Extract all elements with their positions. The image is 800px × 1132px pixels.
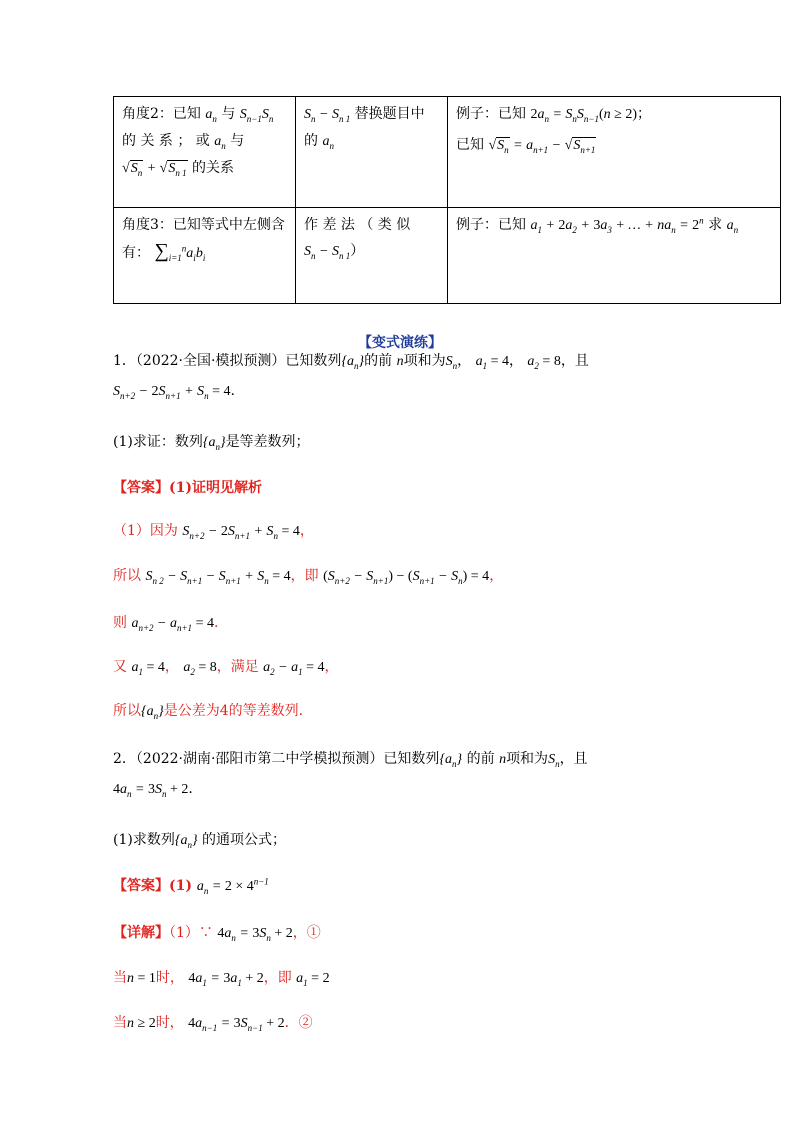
problem1-answer: 【答案】(1)证明见解析: [113, 480, 262, 496]
table-row: [114, 97, 781, 208]
problem1-step2: 所以 $S_{n 2} - S_{n+1} - S_{n+1} + S_n = 4$，即 $(S_{n+2} - S_{n+1}) - (S_{n+1} - S_n) = 4$，: [113, 568, 504, 586]
problem1-stem: 1．（2022·全国·模拟预测）已知数列$\{a_n\}$的前 n项和为$S_n$， $a_1 = 4$， $a_2 = 8$，且: [113, 353, 589, 371]
table-cell: 角度2：已知 $a_n$ 与 $S_{n-1}S_n$ 的 关 系 ； 或 $a_n$ 与 $√S_n + √S_{n 1}$ 的关系: [114, 97, 296, 208]
problem2-detail3: 当n ≥ 2时， $4a_{n-1} = 3S_{n-1} + 2$．②: [113, 1015, 313, 1033]
table-cell: 作 差 法 （ 类 似 $S_n - S_{n 1}$）: [296, 208, 448, 304]
table-cell: 角度3：已知等式中左侧含 有： $\sum_{i=1}^na_ib_i$: [114, 208, 296, 304]
problem1-condition: $S_{n+2} - 2S_{n+1} + S_n = 4$.: [113, 383, 235, 401]
problem1-step3: 则 $a_{n+2} - a_{n+1} = 4$.: [113, 615, 219, 633]
problem2-stem: 2．（2022·湖南·邵阳市第二中学模拟预测）已知数列$\{a_n\}$ 的前 n项和为$S_n$，且: [113, 751, 588, 769]
problem1-step5: 所以$\{a_n\}$是公差为4的等差数列.: [113, 703, 304, 721]
problem1-step1: （1）因为 $S_{n+2} - 2S_{n+1} + S_n = 4$，: [113, 523, 314, 541]
table-cell: 例子：已知 $2a_n = S_nS_{n-1}(n \ge 2)$； 已知 $√S_n = a_{n+1} - √S_{n+1}$: [448, 97, 781, 208]
problem2-answer: 【答案】(1) $a_n = 2 \times 4^{n-1}$: [113, 876, 269, 896]
problem1-step4: 又 $a_1 = 4$， $a_2 = 8$，满足 $a_2 - a_1 = 4$，: [113, 659, 339, 677]
methods-table: [113, 96, 781, 304]
table-row: [114, 208, 781, 304]
problem1-part1: (1)求证：数列$\{a_n\}$是等差数列；: [113, 434, 310, 452]
table-cell: 例子：已知 $a_1 + 2a_2 + 3a_3$ + … + $na_n = 2^n$ 求 $a_n$: [448, 208, 781, 304]
problem2-detail1: 【详解】（1）∵ $4a_n = 3S_n + 2$，①: [113, 925, 321, 943]
table-cell: $S_n - S_{n 1}$ 替换题目中 的 $a_n$: [296, 97, 448, 208]
problem2-part1: (1)求数列$\{a_n\}$ 的通项公式；: [113, 832, 287, 850]
problem2-detail2: 当n = 1时， $4a_1 = 3a_1 + 2$，即 $a_1 = 2$: [113, 970, 330, 988]
problem2-condition: $4a_n = 3S_n + 2$.: [113, 781, 193, 799]
section-title: 【变式演练】: [358, 335, 442, 351]
